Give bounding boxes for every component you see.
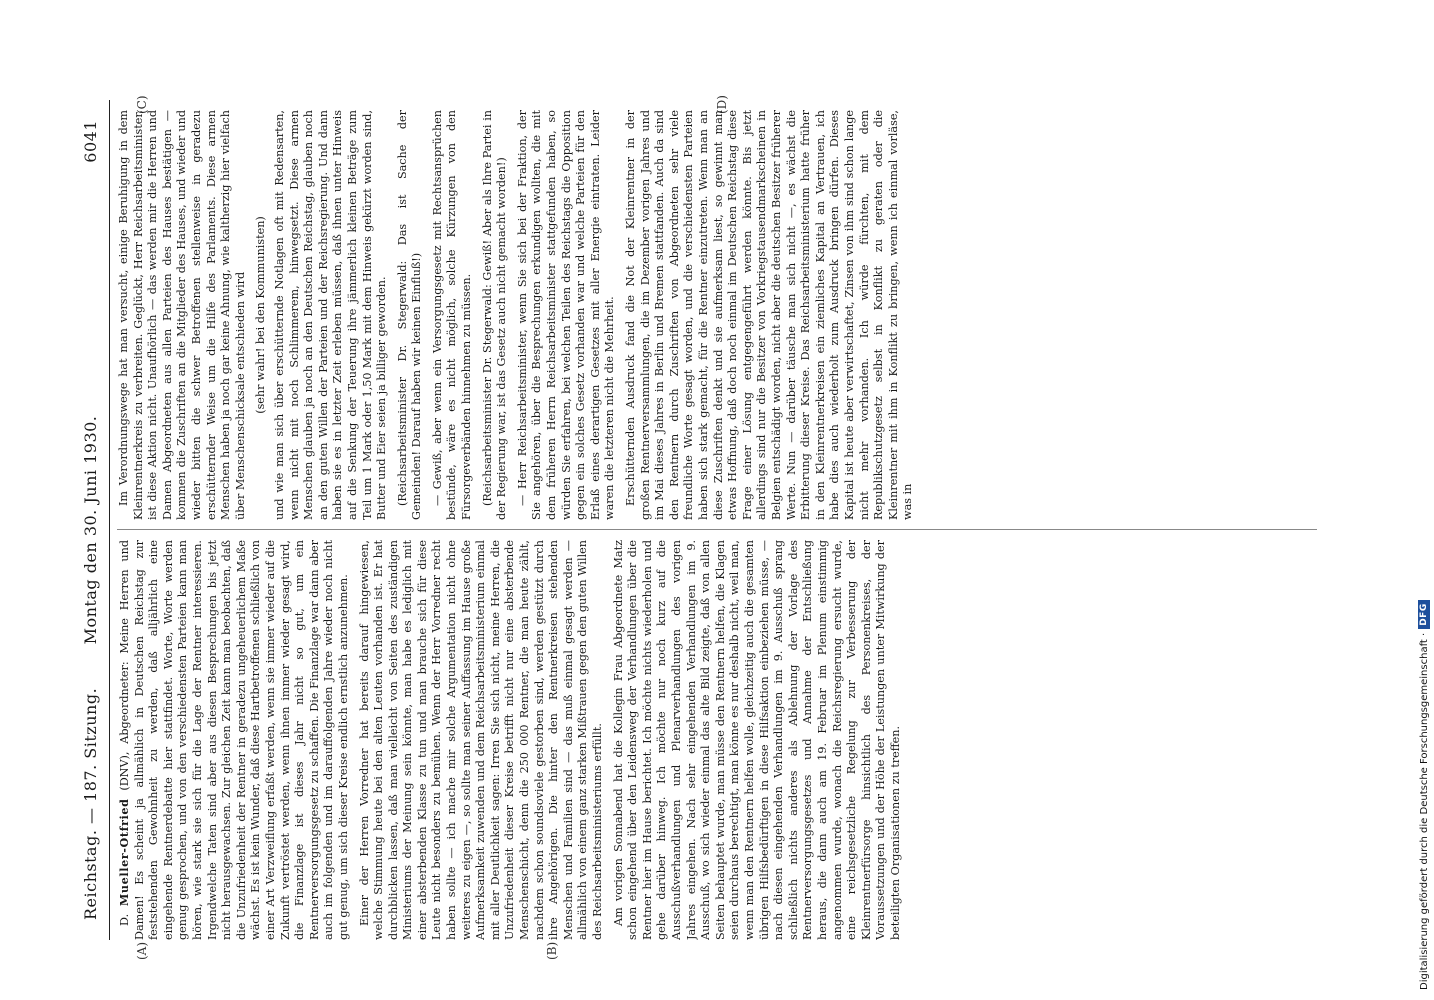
margin-marker-b: (B) bbox=[545, 941, 559, 960]
margin-marker-d: (D) bbox=[715, 95, 729, 114]
paragraph: Im Verordnungswege hat man versucht, einige Beruhigung in dem Kleinrentnerkreis zu verbreiten. Geglückt, Herr Reichsarbeitsminister, ist diese Aktion nicht. Unaufhörlich — das werden mir die Herren und Damen Abgeordneten aus allen Parteien des Hauses bestätigen — kommen die Zuschriften an die Mitglieder des Hauses, und wieder und wieder bitten die schwer Betroffenen stellenweise in geradezu erschütternder Weise um die Hilfe des Parlaments. Diese armen Menschen haben ja noch gar keine Ahnung, wie kaltherzig hier vielfach über Menschenschicksale entschieden wird bbox=[117, 110, 247, 520]
left-column bbox=[117, 540, 1317, 940]
speaker-party: (DNV), Abgeordneter: bbox=[118, 661, 131, 799]
page-header bbox=[75, 100, 109, 960]
paragraph: — Gewiß, aber wenn ein Versorgungsgesetz mit Rechtsansprüchen bestünde, wäre es nicht möglich, solche Kürzungen von den Fürsorgeverbänden hinnehmen zu müssen. bbox=[430, 110, 474, 520]
interjection: (sehr wahr! bei den Kommunisten) bbox=[254, 216, 268, 414]
dfg-logo: DFG bbox=[1418, 600, 1430, 629]
paragraph: Erschütternden Ausdruck fand die Not der Kleinrentner in der großen Rentnerversammlungen, die im Dezember vorigen Jahres und im Mai dieses Jahres in Berlin und Bremen stattfanden. Auch da sind den Rentnern durch Zuschriften von Abgeordneten sehr viele freundliche Worte gesagt worden, und die verschiedensten Parteien haben sich stark gemacht, für die Rentner einzutreten. Wenn man an diese Zuschriften denkt und sie aufmerksam liest, so gewinnt man etwas Hoffnung, daß doch noch einmal im Deutschen Reichstag diese Frage einer Lösung entgegengeführt werden könnte. Bis jetzt allerdings sind nur die Besitzer von Vorkriegstausendmarkscheinen in Belgien entschädigt worden, nicht aber die deutschen Besitzer früherer Werte. Nun — darüber täusche man sich nicht —, es wächst die Erbitterung dieser Kreise. Das Reichsarbeitsministerium hatte früher in den Kleinrentnerkreisen ein ziemliches Kapital an Vertrauen, ich habe dies auch wiederholt zum Ausdruck bringen dürfen. Dieses Kapital ist heute aber verwirtschaftet, Zinsen von ihm sind schon lange nicht mehr vorhanden. Ich würde fürchten, mit dem Republikschutzgesetz selbst in Konflikt zu geraten oder die Kleinrentner mit ihm in Konflikt zu bringen, wenn ich einmal vorläse, was in bbox=[624, 110, 915, 520]
header-session: Reichstag. — 187. Sitzung. bbox=[81, 687, 100, 920]
column-divider bbox=[117, 529, 1317, 530]
digitization-credit bbox=[1418, 600, 1430, 990]
speaker-name: Mueller-Otfried bbox=[117, 798, 131, 907]
header-rule bbox=[109, 100, 110, 940]
margin-marker-a: (A) bbox=[135, 941, 149, 960]
paragraph: — Herr Reichsarbeitsminister, wenn Sie sich bei der Fraktion, der Sie angehören, über die Besprechungen erkundigen wollten, die mit dem früheren Herrn Reichsarbeitsminister stattgefunden haben, so würden Sie erfahren, bei welchen Teilen des Reichstags die Opposition gegen ein solches Gesetz vorhanden war und welche Parteien für den Erlaß eines derartigen Gesetzes mit aller Energie eintraten. Leider waren die letzteren nicht die Mehrheit. bbox=[515, 110, 617, 520]
margin-marker-c: (C) bbox=[135, 95, 149, 114]
speaker-prefix: D. bbox=[118, 906, 131, 926]
paragraph-text: Meine Herren und Damen! Es scheint ja allmählich in Deutschen Reichstag zur feststehenden Gewohnheit zu werden, daß alljährlich eine eingehende Rentnerdebatte hier stattfindet. Worte, Worte werden genug gesprochen, und von den verschiedensten Parteien kann man hören, wie stark sie sich für die Lage der Rentner interessieren. Irgendwelche Taten sind aber aus diesen Besprechungen bis jetzt nicht herausgewachsen. Zur gleichen Zeit kann man beobachten, daß die Unzufriedenheit der Rentner in geradezu ungeheuerlichem Maße wächst. Es ist kein Wunder, daß diese Hartbetroffenen schließlich von einer Art Verzweiflung erfaßt werden, wenn sie immer wieder auf die Zukunft vertröstet werden, wenn ihnen immer wieder gesagt wird, die Finanzlage ist dieses Jahr nicht so gut, um ein Rentnerversorgungsgesetz zu schaffen. Die Finanzlage war dann aber auch im folgenden und im darauffolgenden Jahre wieder noch nicht gut genug, um sich dieser Kreise endlich ernstlich anzunehmen. bbox=[118, 540, 350, 940]
paragraph: und wie man sich über erschütternde Notlagen oft mit Redensarten, wenn nicht mit noch Schlimmerem, hinwegsetzt. Diese armen Menschen glauben ja noch an den Deutschen Reichstag, glauben noch an den guten Willen der Parteien und der Reichsregierung. Und dann haben sie es in letzter Zeit erleben müssen, daß ihnen unter Hinweis auf die Senkung der Teuerung ihre jämmerlich kleinen Beträge zum Teil um 1 Mark oder 1,50 Mark mit dem Hinweis gekürzt worden sind, Butter und Eier seien ja billiger geworden. bbox=[272, 110, 389, 520]
header-date: Montag den 30. Juni 1930. bbox=[81, 415, 100, 645]
paragraph bbox=[117, 540, 352, 940]
right-column bbox=[117, 110, 1317, 520]
rotated-document-page bbox=[75, 95, 1335, 960]
header-page-number: 6041 bbox=[81, 120, 100, 163]
interjection: (Reichsarbeitsminister Dr. Stegerwald: Das ist Sache der Gemeinden! Darauf haben wir keinen Einfluß!) bbox=[395, 110, 424, 520]
credit-text: Digitalisierung gefördert durch die Deutsche Forschungsgemeinschaft · bbox=[1418, 632, 1430, 990]
interjection: (Reichsarbeitsminister Dr. Stegerwald: Gewiß! Aber als Ihre Partei in der Regierung war, ist das Gesetz auch nicht gemacht worden!) bbox=[480, 110, 509, 520]
paragraph: Am vorigen Sonnabend hat die Kollegin Frau Abgeordnete Matz schon eingehend über den Leidensweg der Verhandlungen über die Rentner hier im Hause berichtet. Ich möchte nichts wiederholen und gehe darüber hinweg. Ich möchte nur noch kurz auf die Ausschußverhandlungen und Plenarverhandlungen des vorigen Jahres eingehen. Nach sehr eingehenden Verhandlungen im 9. Ausschuß, wo sich wieder einmal das alte Bild zeigte, daß von allen Seiten behauptet wurde, man müsse den Rentnern helfen, die Klagen seien durchaus berechtigt, man könne es nur deshalb nicht, weil man, wenn man den Rentnern helfen wolle, gleichzeitig auch die gesamten übrigen Hilfsbedürftigen in diese Hilfsaktion einbeziehen müsse, — nach diesen eingehenden Verhandlungen im 9. Ausschuß sprang schließlich nichts anderes als Ablehnung der Vorlage des Rentnerversorgungsgesetzes und Annahme der Entschließung heraus, die dann auch am 19. Februar im Plenum einstimmig angenommen wurde, wonach die Reichsregierung ersucht wurde, eine reichsgesetzliche Regelung zur Verbesserung der Kleinrentnerfürsorge hinsichtlich des Personenkreises, der Voraussetzungen und der Höhe der Leistungen unter Mitwirkung der beteiligten Organisationen zu treffen. bbox=[611, 540, 902, 940]
paragraph: Einer der Herren Vorredner hat bereits darauf hingewiesen, welche Stimmung heute bei den alten Leuten vorhanden ist. Er hat durchblicken lassen, daß man vielleicht von Seiten des zuständigen Ministeriums der Meinung sein könnte, man habe es lediglich mit einer absterbenden Klasse zu tun und man brauche sich für diese Leute nicht besonders zu bemühen. Wenn der Herr Vorredner recht haben sollte — ich mache mir solche Argumentation nicht ohne weiteres zu eigen —, so sollte man seiner Auffassung im Hause große Aufmerksamkeit zuwenden und dem Reichsarbeitsministerium einmal mit aller Deutlichkeit sagen: Irren Sie sich nicht, meine Herren, die Unzufriedenheit dieser Kreise betrifft nicht nur eine absterbende Menschenschicht, denn die 250 000 Rentner, die man heute zählt, nachdem schon soundsoviele gestorben sind, werden gestützt durch ihre Angehörigen. Die hinter den Rentnerkreisen stehenden Menschen und Familien sind — das muß einmal gesagt werden — allmählich von einem ganz starken Mißtrauen gegen den guten Willen des Reichsarbeitsministeriums erfüllt. bbox=[357, 540, 604, 940]
